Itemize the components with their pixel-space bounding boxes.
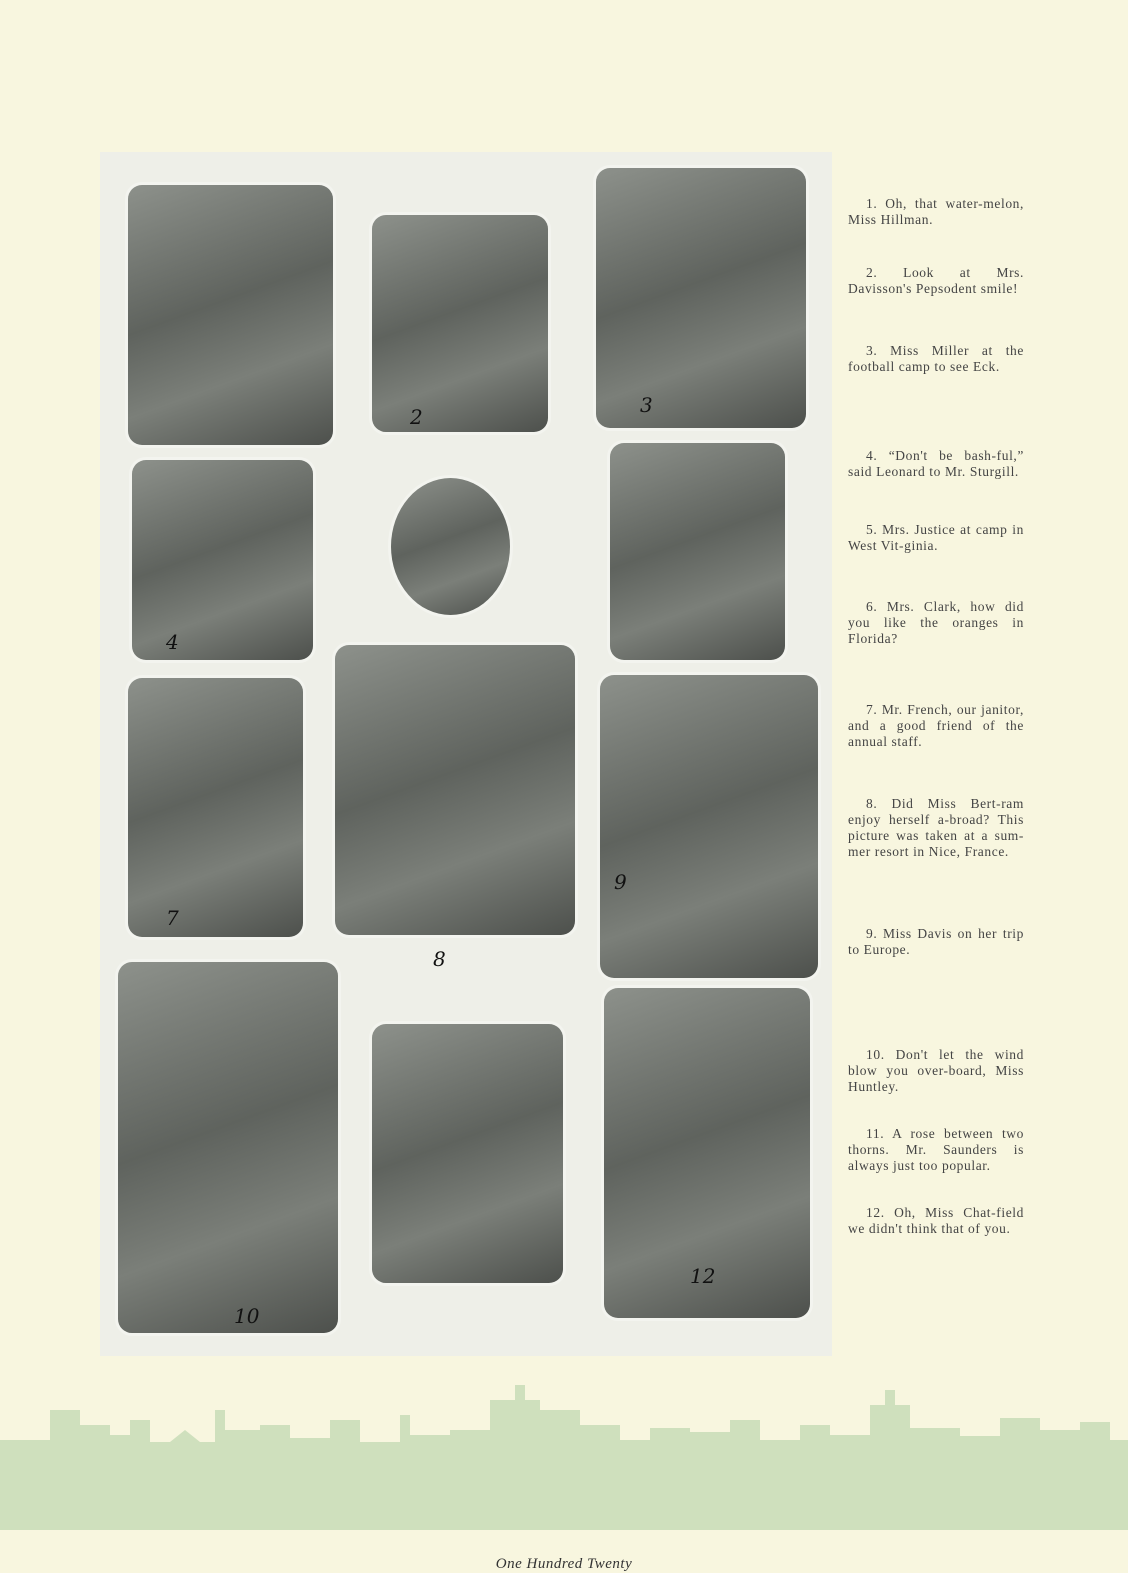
photo-number: 3 — [640, 393, 653, 417]
city-skyline-decoration — [0, 1380, 1128, 1530]
caption-10: 10. Don't let the wind blow you over-board, Miss Huntley. — [848, 1047, 1024, 1094]
photo-number: 7 — [166, 906, 179, 930]
photo-2 — [372, 215, 548, 432]
photo-1 — [128, 185, 333, 445]
caption-4: 4. “Don't be bash-ful,” said Leonard to Mr. Sturgill. — [848, 448, 1024, 479]
caption-8: 8. Did Miss Bert-ram enjoy herself a-broad? This picture was taken at a sum-mer resort in Nice, France. — [848, 796, 1024, 859]
caption-1: 1. Oh, that water-melon, Miss Hillman. — [848, 196, 1024, 227]
photo-11 — [372, 1024, 563, 1283]
photo-9 — [600, 675, 818, 978]
photo-8 — [335, 645, 575, 971]
caption-5: 5. Mrs. Justice at camp in West Vit-ginia. — [848, 522, 1024, 553]
photo-number: 4 — [166, 630, 179, 654]
caption-6: 6. Mrs. Clark, how did you like the oranges in Florida? — [848, 599, 1024, 646]
photo-number: 10 — [234, 1304, 260, 1328]
caption-7: 7. Mr. French, our janitor, and a good friend of the annual staff. — [848, 702, 1024, 749]
caption-9: 9. Miss Davis on her trip to Europe. — [848, 926, 1024, 957]
page-number-footer: One Hundred Twenty — [495, 1556, 633, 1572]
photo-12 — [604, 988, 810, 1318]
caption-3: 3. Miss Miller at the football camp to see Eck. — [848, 343, 1024, 374]
photo-6 — [610, 443, 785, 660]
caption-2: 2. Look at Mrs. Davisson's Pepsodent smile! — [848, 265, 1024, 296]
photo-number: 12 — [690, 1264, 716, 1288]
photo-5 — [391, 478, 510, 615]
photo-10 — [118, 962, 338, 1333]
photo-number: 2 — [410, 405, 423, 429]
photo-7 — [128, 678, 303, 937]
photo-number: 8 — [433, 947, 446, 971]
caption-12: 12. Oh, Miss Chat-field we didn't think that of you. — [848, 1205, 1024, 1236]
photo-4 — [132, 460, 313, 660]
photo-number: 9 — [614, 870, 627, 894]
caption-11: 11. A rose between two thorns. Mr. Saunders is always just too popular. — [848, 1126, 1024, 1173]
photo-3 — [596, 168, 806, 428]
